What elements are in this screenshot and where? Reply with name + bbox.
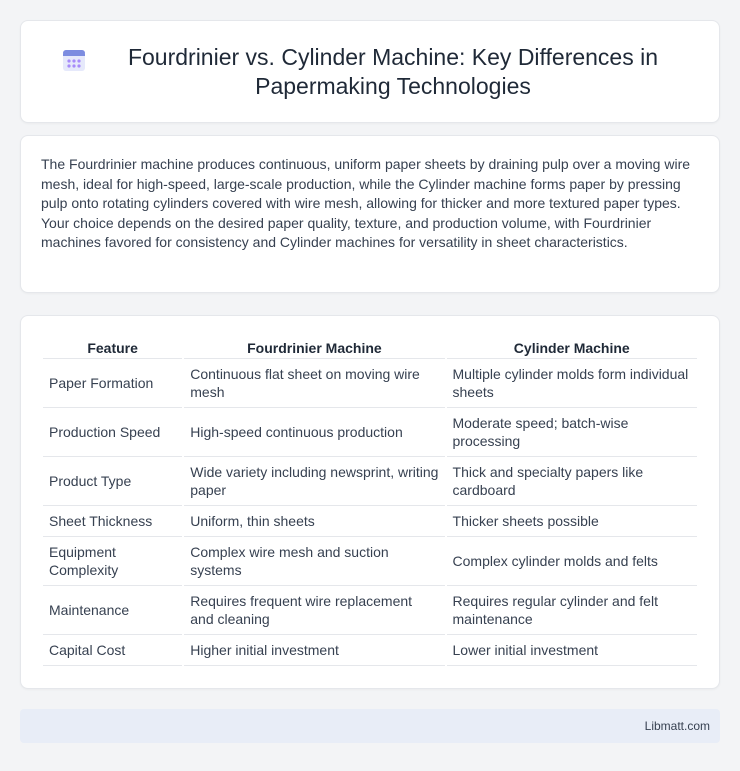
cell-cylinder: Thick and specialty papers like cardboard <box>447 457 697 506</box>
calendar-icon <box>61 47 87 73</box>
table-header-row <box>43 334 697 359</box>
cell-feature: Production Speed <box>43 408 182 457</box>
cell-feature: Paper Formation <box>43 359 182 408</box>
comparison-table <box>41 334 699 666</box>
header-fourdrinier: Fourdrinier Machine <box>184 334 444 359</box>
cell-cylinder: Thicker sheets possible <box>447 506 697 537</box>
table-row <box>43 537 697 586</box>
header-cylinder: Cylinder Machine <box>447 334 697 359</box>
table-row <box>43 635 697 666</box>
cell-fourdrinier: Complex wire mesh and suction systems <box>184 537 444 586</box>
cell-fourdrinier: Uniform, thin sheets <box>184 506 444 537</box>
title-card <box>20 20 720 123</box>
cell-fourdrinier: Wide variety including newsprint, writing paper <box>184 457 444 506</box>
summary-card <box>20 135 720 293</box>
footer <box>20 709 720 743</box>
cell-cylinder: Moderate speed; batch-wise processing <box>447 408 697 457</box>
cell-feature: Sheet Thickness <box>43 506 182 537</box>
cell-feature: Maintenance <box>43 586 182 635</box>
table-row <box>43 586 697 635</box>
comparison-table-card <box>20 315 720 689</box>
table-row <box>43 457 697 506</box>
summary-text: The Fourdrinier machine produces continuous, uniform paper sheets by draining pulp over a moving wire mesh, ideal for high-speed, large-scale production, while the Cylinder machine forms paper by pressing pulp onto rotating cylinders covered with wire mesh, allowing for thicker and more textured paper types. Your choice depends on the desired paper quality, texture, and production volume, with Fourdrinier machines favored for consistency and Cylinder machines for versatility in sheet characteristics. <box>41 156 691 251</box>
cell-feature: Capital Cost <box>43 635 182 666</box>
cell-feature: Equipment Complexity <box>43 537 182 586</box>
cell-fourdrinier: Requires frequent wire replacement and cleaning <box>184 586 444 635</box>
cell-cylinder: Lower initial investment <box>447 635 697 666</box>
cell-cylinder: Multiple cylinder molds form individual sheets <box>447 359 697 408</box>
cell-fourdrinier: High-speed continuous production <box>184 408 444 457</box>
table-row <box>43 408 697 457</box>
header-feature: Feature <box>43 334 182 359</box>
page-title: Fourdrinier vs. Cylinder Machine: Key Differences in Papermaking Technologies <box>127 43 659 99</box>
cell-cylinder: Requires regular cylinder and felt maintenance <box>447 586 697 635</box>
footer-brand: Libmatt.com <box>644 719 710 733</box>
title-row <box>61 43 679 101</box>
cell-fourdrinier: Higher initial investment <box>184 635 444 666</box>
table-row <box>43 359 697 408</box>
cell-fourdrinier: Continuous flat sheet on moving wire mesh <box>184 359 444 408</box>
table-row <box>43 506 697 537</box>
cell-cylinder: Complex cylinder molds and felts <box>447 537 697 586</box>
cell-feature: Product Type <box>43 457 182 506</box>
